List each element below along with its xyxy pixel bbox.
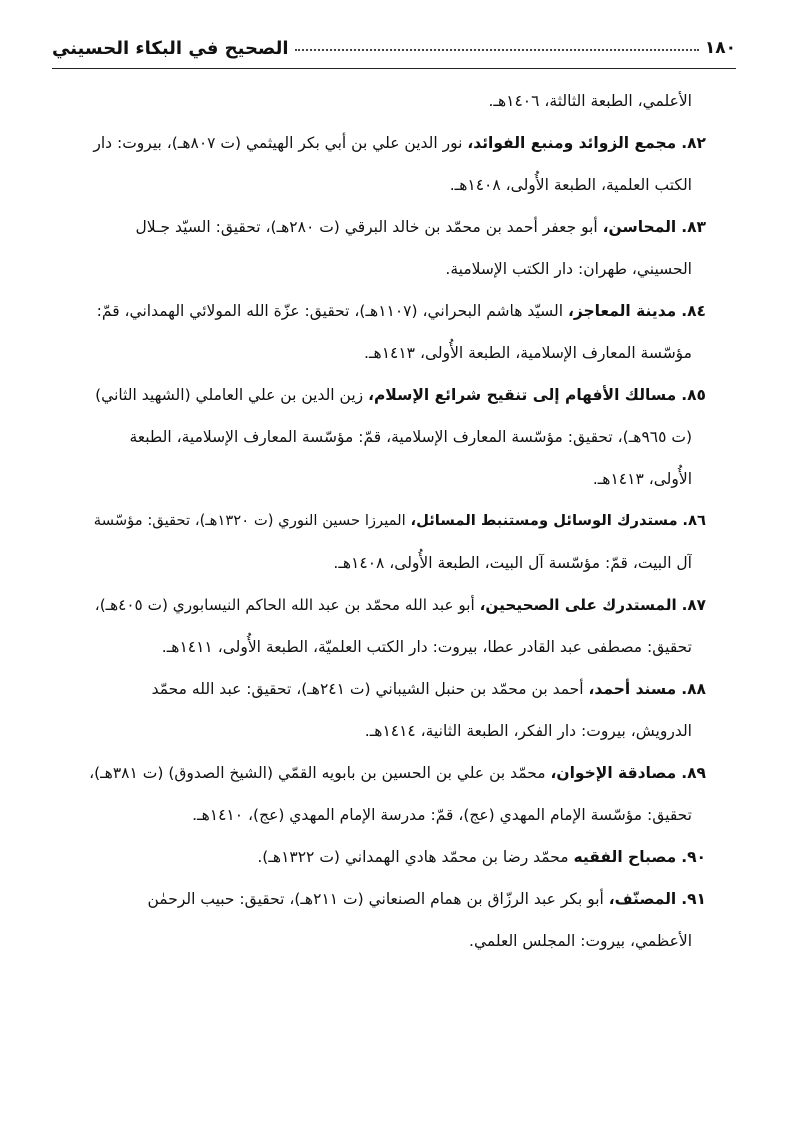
bibliography-entry-line <box>88 290 706 332</box>
bibliography-continuation-line <box>88 920 692 962</box>
entry-title: المصنّف، <box>608 890 677 908</box>
bibliography-continuation-line <box>88 248 692 290</box>
bibliography-continuation-line <box>88 794 692 836</box>
entry-details: الأعظمي، بيروت: المجلس العلمي. <box>469 932 692 950</box>
entry-details: الميرزا حسين النوري (ت ١٣٢٠هـ)، تحقيق: مؤسّسة <box>93 512 411 529</box>
entry-details: السيّد هاشم البحراني، (١١٠٧هـ)، تحقيق: عزّة الله المولائي الهمداني، قمّ: <box>96 302 568 320</box>
bibliography-entry-line <box>88 752 706 794</box>
entry-details: الأعلمي، الطبعة الثالثة، ١٤٠٦هـ. <box>488 92 692 110</box>
entry-details: محمّد بن علي بن الحسين بن بابويه القمّي (الشيخ الصدوق) (ت ٣٨١هـ)، <box>89 764 551 782</box>
bibliography-continuation-line <box>88 164 692 206</box>
entry-details: نور الدين علي بن أبي بكر الهيثمي (ت ٨٠٧هـ)، بيروت: دار <box>93 134 468 152</box>
book-title: الصحيح في البكاء الحسيني <box>52 37 289 59</box>
entry-details: تحقيق: مصطفى عبد القادر عطا، بيروت: دار الكتب العلميّة، الطبعة الأُولى، ١٤١١هـ. <box>161 638 692 656</box>
entry-details: الحسيني، طهران: دار الكتب الإسلامية. <box>445 260 692 278</box>
bibliography-list <box>88 80 706 962</box>
page-number: ١٨٠ <box>704 38 736 58</box>
entry-details: تحقيق: مؤسّسة الإمام المهدي (عج)، قمّ: مدرسة الإمام المهدي (عج)، ١٤١٠هـ. <box>192 806 692 824</box>
entry-title: المحاسن، <box>602 218 677 236</box>
bibliography-continuation-line <box>88 710 692 752</box>
entry-title: مدينة المعاجز، <box>567 302 677 320</box>
entry-number: ٨٦. <box>682 512 706 529</box>
entry-number: ٨٣. <box>681 218 706 236</box>
entry-title: مستدرك الوسائل ومستنبط المسائل، <box>410 512 678 529</box>
entry-details: أبو بكر عبد الرزّاق بن همام الصنعاني (ت ٢١١هـ)، تحقيق: حبيب الرحمٰن <box>147 890 609 908</box>
entry-number: ٨٤. <box>681 302 706 320</box>
entry-number: ٨٢. <box>681 134 706 152</box>
entry-title: مسند أحمد، <box>588 680 677 698</box>
entry-title: مصباح الفقيه <box>573 848 677 866</box>
entry-details: آل البيت، قمّ: مؤسّسة آل البيت، الطبعة الأُولى، ١٤٠٨هـ. <box>333 554 692 572</box>
entry-details: الأُولى، ١٤١٣هـ. <box>592 470 692 488</box>
bibliography-continuation-line <box>88 332 692 374</box>
entry-details: (ت ٩٦٥هـ)، تحقيق: مؤسّسة المعارف الإسلامية، قمّ: مؤسّسة المعارف الإسلامية، الطبعة <box>129 428 692 446</box>
entry-details: أحمد بن محمّد بن حنبل الشيباني (ت ٢٤١هـ)، تحقيق: عبد الله محمّد <box>151 680 589 698</box>
entry-details: مؤسّسة المعارف الإسلامية، الطبعة الأُولى، ١٤١٣هـ. <box>364 344 692 362</box>
entry-number: ٩١. <box>681 890 706 908</box>
header-dotted-leader <box>295 39 699 51</box>
entry-number: ٨٨. <box>681 680 706 698</box>
bibliography-entry-line <box>88 584 706 626</box>
bibliography-entry-line <box>88 206 706 248</box>
bibliography-entry-line <box>88 500 706 542</box>
bibliography-entry-line <box>88 668 706 710</box>
bibliography-continuation-line <box>88 542 692 584</box>
entry-details: أبو عبد الله محمّد بن عبد الله الحاكم النيسابوري (ت ٤٠٥هـ)، <box>94 596 480 614</box>
bibliography-entry-line <box>88 878 706 920</box>
entry-number: ٨٩. <box>681 764 706 782</box>
running-header <box>52 28 736 69</box>
entry-details: محمّد رضا بن محمّد هادي الهمداني (ت ١٣٢٢هـ). <box>257 848 574 866</box>
entry-title: مصادقة الإخوان، <box>550 764 677 782</box>
bibliography-continuation-line <box>88 80 692 122</box>
entry-title: مجمع الزوائد ومنبع الفوائد، <box>467 134 677 152</box>
entry-number: ٨٥. <box>681 386 706 404</box>
entry-details: الكتب العلمية، الطبعة الأُولى، ١٤٠٨هـ. <box>449 176 692 194</box>
entry-details: زين الدين بن علي العاملي (الشهيد الثاني) <box>95 386 369 404</box>
entry-number: ٩٠. <box>681 848 706 866</box>
entry-title: مسالك الأفهام إلى تنقيح شرائع الإسلام، <box>368 386 677 404</box>
bibliography-entry-line <box>88 836 706 878</box>
entry-details: الدرويش، بيروت: دار الفكر، الطبعة الثانية، ١٤١٤هـ. <box>364 722 692 740</box>
bibliography-continuation-line <box>88 626 692 668</box>
entry-details: أبو جعفر أحمد بن محمّد بن خالد البرقي (ت ٢٨٠هـ)، تحقيق: السيّد جـلال <box>135 218 603 236</box>
bibliography-entry-line <box>88 374 706 416</box>
bibliography-continuation-line <box>88 458 692 500</box>
entry-title: المستدرك على الصحيحين، <box>479 596 677 614</box>
bibliography-entry-line <box>88 122 706 164</box>
entry-number: ٨٧. <box>681 596 706 614</box>
bibliography-continuation-line <box>88 416 692 458</box>
